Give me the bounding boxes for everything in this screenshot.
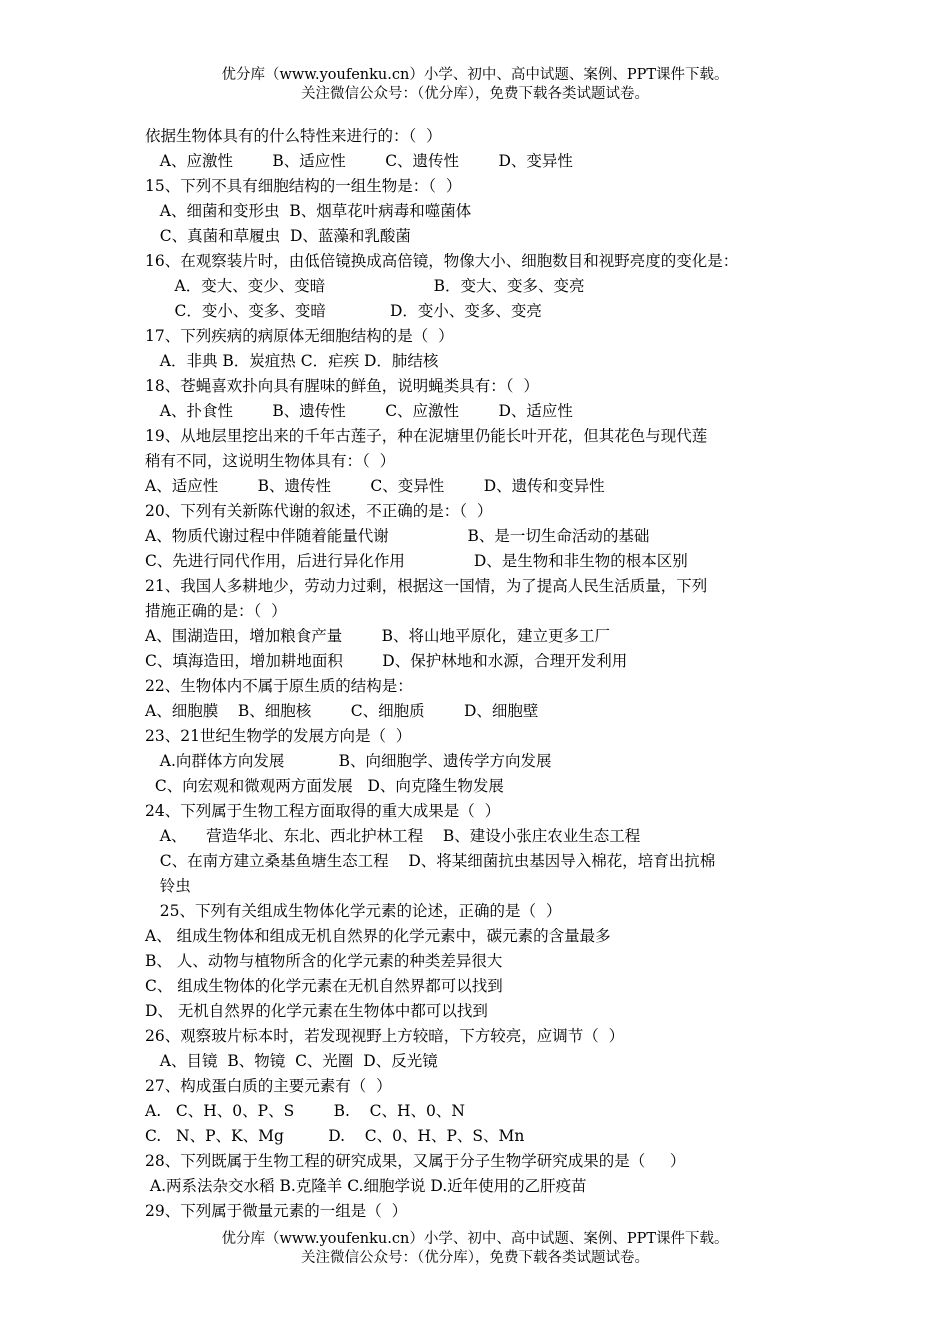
text-line: A. C、H、0、P、S B. C、H、0、N [145, 1102, 465, 1120]
text-line: 18、苍蝇喜欢扑向具有腥味的鲜鱼，说明蝇类具有：（ ） [145, 377, 539, 395]
text-line: C、真菌和草履虫 D、蓝藻和乳酸菌 [145, 227, 411, 245]
text-line: A、物质代谢过程中伴随着能量代谢 B、是一切生命活动的基础 [145, 527, 650, 545]
text-line: A、目镜 B、物镜 C、光圈 D、反光镜 [145, 1052, 438, 1070]
text-line: 23、21世纪生物学的发展方向是（ ） [145, 727, 412, 745]
text-line: C. N、P、K、Mg D. C、0、H、P、S、Mn [145, 1127, 525, 1145]
text-line: 22、生物体内不属于原生质的结构是： [145, 677, 413, 695]
text-line: 16、在观察装片时，由低倍镜换成高倍镜，物像大小、细胞数目和视野亮度的变化是： [145, 252, 739, 270]
header-line-1: 优分库（www.youfenku.cn）小学、初中、高中试题、案例、PPT课件下载。 [221, 67, 729, 83]
page-header [0, 66, 950, 104]
header-line-2: 关注微信公众号：（优分库），免费下载各类试题试卷。 [301, 86, 649, 102]
text-line: 25、下列有关组成生物体化学元素的论述，正确的是（ ） [145, 902, 562, 920]
document-body [145, 124, 810, 1224]
text-line: 21、我国人多耕地少，劳动力过剩，根据这一国情，为了提高人民生活质量，下列 [145, 577, 708, 595]
text-line: A、围湖造田，增加粮食产量 B、将山地平原化，建立更多工厂 [145, 627, 611, 645]
text-line: 17、下列疾病的病原体无细胞结构的是（ ） [145, 327, 454, 345]
footer-line-1: 优分库（www.youfenku.cn）小学、初中、高中试题、案例、PPT课件下载。 [221, 1231, 729, 1247]
text-line: C．变小、变多、变暗 D．变小、变多、变亮 [145, 302, 542, 320]
text-line: 铃虫 [145, 877, 191, 895]
text-line: 28、下列既属于生物工程的研究成果，又属于分子生物学研究成果的是（ ） [145, 1152, 686, 1170]
text-line: A．非典 B．炭疽热 C．疟疾 D．肺结核 [145, 352, 439, 370]
text-line: A．变大、变少、变暗 B．变大、变多、变亮 [145, 277, 585, 295]
text-line: C、在南方建立桑基鱼塘生态工程 D、将某细菌抗虫基因导入棉花，培育出抗棉 [145, 852, 716, 870]
text-line: C、 组成生物体的化学元素在无机自然界都可以找到 [145, 977, 503, 995]
text-line: D、 无机自然界的化学元素在生物体中都可以找到 [145, 1002, 488, 1020]
text-line: 19、从地层里挖出来的千年古莲子，种在泥塘里仍能长叶开花，但其花色与现代莲 [145, 427, 708, 445]
text-line: A.向群体方向发展 B、向细胞学、遗传学方向发展 [145, 752, 552, 770]
text-line: 稍有不同，这说明生物体具有：（ ） [145, 452, 396, 470]
text-line: B、 人、动物与植物所含的化学元素的种类差异很大 [145, 952, 503, 970]
text-line: C、先进行同代作用，后进行异化作用 D、是生物和非生物的根本区别 [145, 552, 688, 570]
text-line: A、 组成生物体和组成无机自然界的化学元素中，碳元素的含量最多 [145, 927, 611, 945]
text-line: 措施正确的是：（ ） [145, 602, 287, 620]
page-footer [0, 1230, 950, 1268]
text-line: 27、构成蛋白质的主要元素有（ ） [145, 1077, 392, 1095]
text-line: A、细菌和变形虫 B、烟草花叶病毒和噬菌体 [145, 202, 472, 220]
text-line: 依据生物体具有的什么特性来进行的：（ ） [145, 127, 442, 145]
text-line: A、 营造华北、东北、西北护林工程 B、建设小张庄农业生态工程 [145, 827, 641, 845]
text-line: 26、观察玻片标本时，若发现视野上方较暗，下方较亮，应调节（ ） [145, 1027, 625, 1045]
text-line: A、适应性 B、遗传性 C、变异性 D、遗传和变异性 [145, 477, 605, 495]
text-line: 20、下列有关新陈代谢的叙述，不正确的是：（ ） [145, 502, 493, 520]
text-line: C、向宏观和微观两方面发展 D、向克隆生物发展 [145, 777, 504, 795]
text-line: 24、下列属于生物工程方面取得的重大成果是（ ） [145, 802, 501, 820]
text-line: C、填海造田，增加耕地面积 D、保护林地和水源，合理开发利用 [145, 652, 628, 670]
text-line: A、细胞膜 B、细胞核 C、细胞质 D、细胞壁 [145, 702, 539, 720]
text-line: 15、下列不具有细胞结构的一组生物是：（ ） [145, 177, 462, 195]
text-line: A.两系法杂交水稻 B.克隆羊 C.细胞学说 D.近年使用的乙肝疫苗 [145, 1177, 587, 1195]
text-line: A、扑食性 B、遗传性 C、应激性 D、适应性 [145, 402, 573, 420]
footer-line-2: 关注微信公众号：（优分库），免费下载各类试题试卷。 [301, 1250, 649, 1266]
text-line: A、应激性 B、适应性 C、遗传性 D、变异性 [145, 152, 573, 170]
text-line: 29、下列属于微量元素的一组是（ ） [145, 1202, 408, 1220]
